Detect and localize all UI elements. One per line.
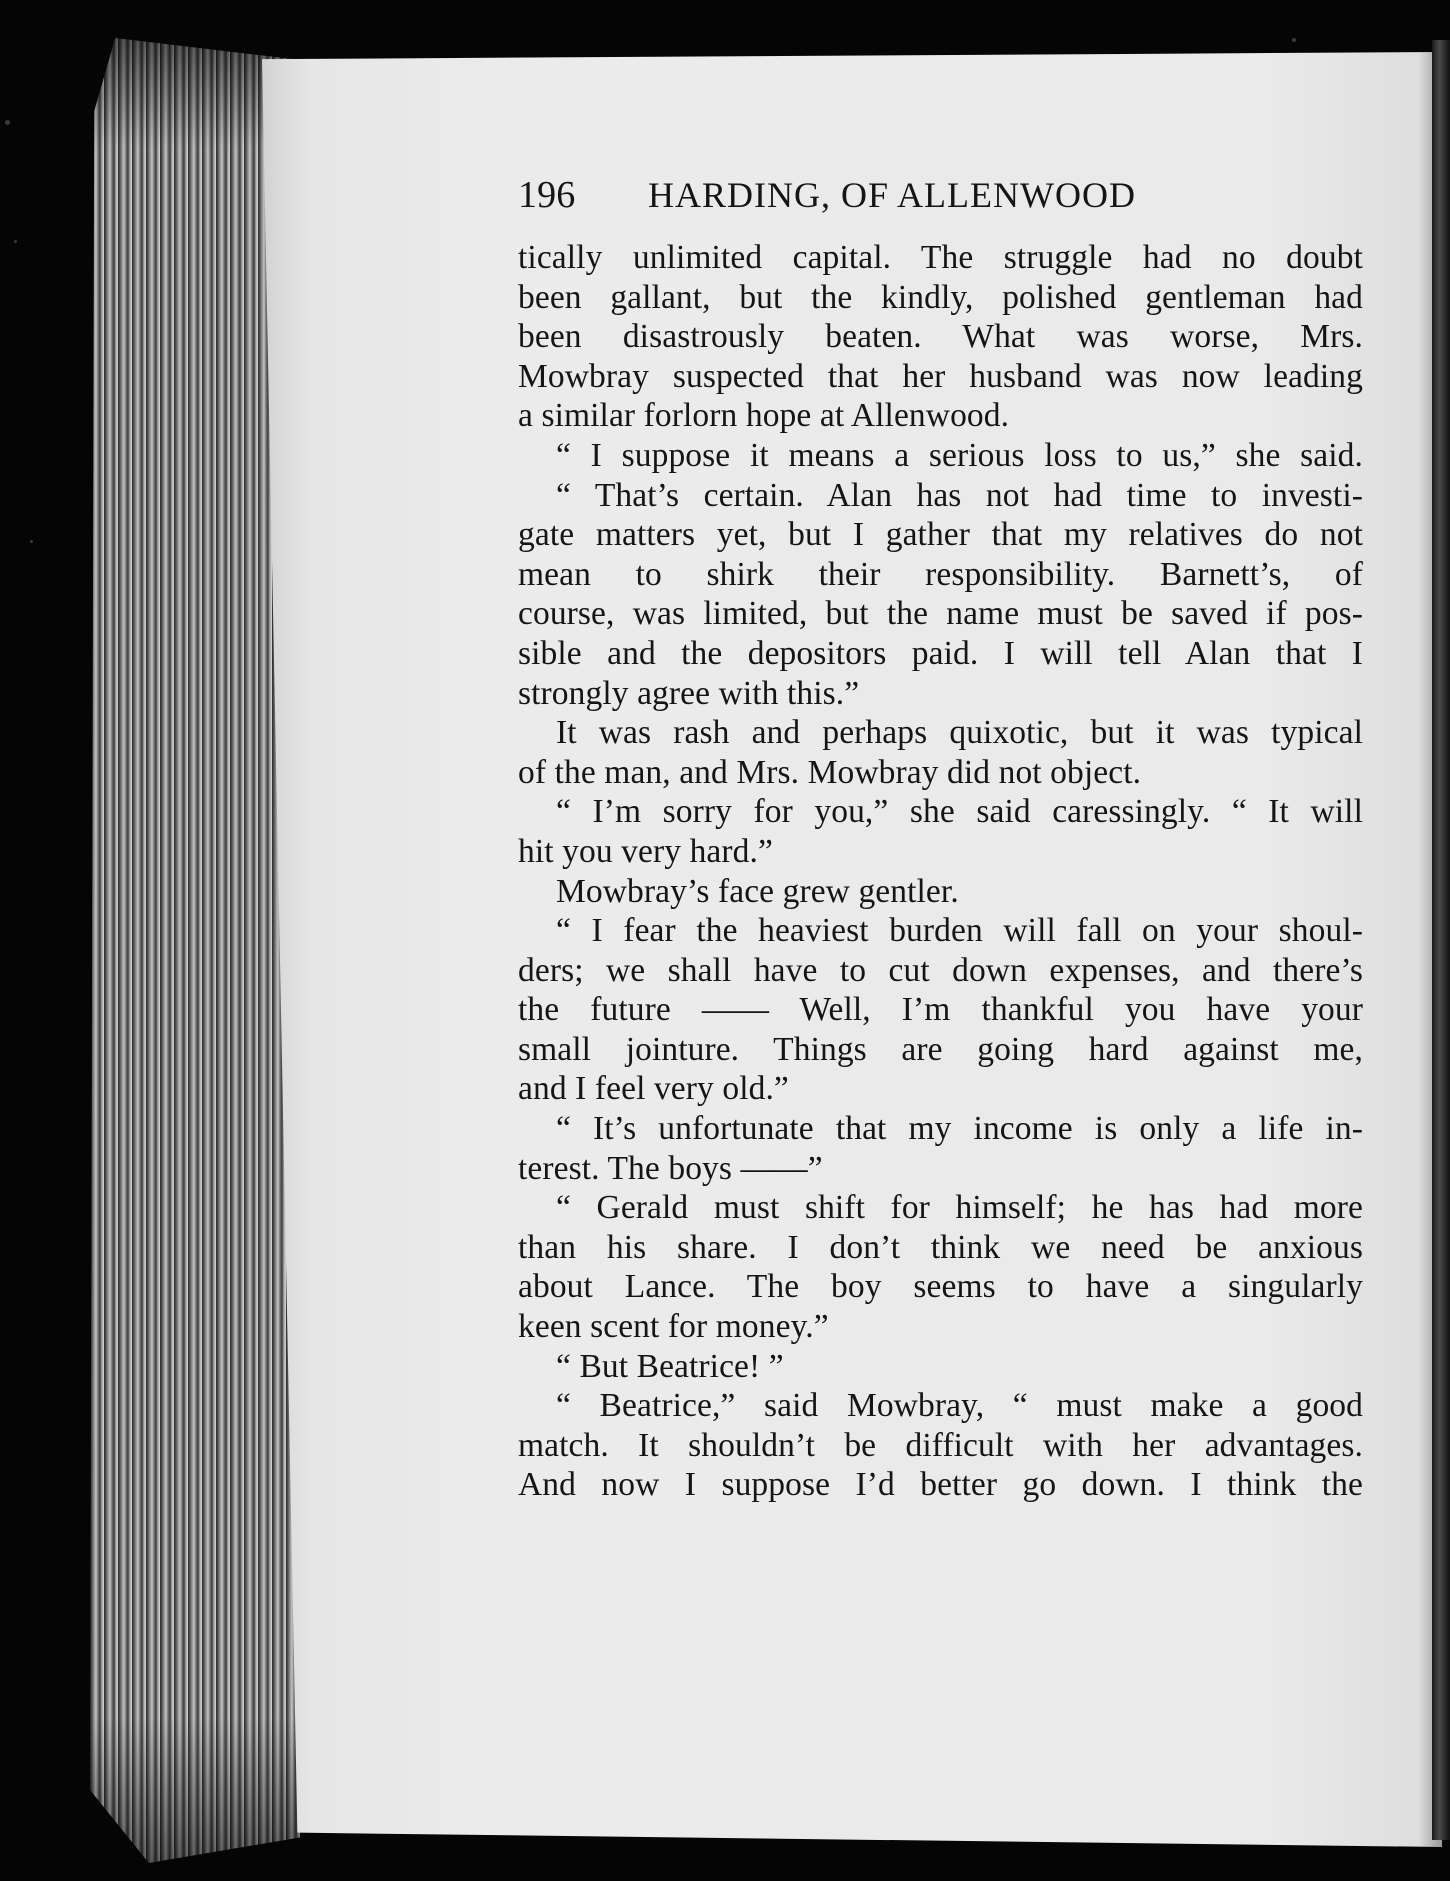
book-title-header: HARDING, OF ALLENWOOD — [648, 175, 1136, 215]
text-line: It was rash and perhaps quixotic, but it was typical — [556, 714, 1363, 752]
text-line: than his share. I don’t think we need be anxious — [518, 1228, 1363, 1266]
text-line: “ But Beatrice! ” — [556, 1347, 784, 1385]
text-line: been gallant, but the kindly, polished gentleman had — [518, 278, 1363, 316]
text-line: match. It shouldn’t be difficult with her advantages. — [518, 1426, 1363, 1464]
text-line: sible and the depositors paid. I will tell Alan that I — [518, 634, 1363, 672]
scan-speck — [14, 240, 17, 243]
text-line: “ Gerald must shift for himself; he has had more — [556, 1189, 1363, 1227]
scan-speck — [30, 540, 33, 543]
text-line: been disastrously beaten. What was worse, Mrs. — [518, 318, 1363, 356]
text-line: “ I fear the heaviest burden will fall on your shoul- — [556, 912, 1363, 950]
text-line: “ It’s unfortunate that my income is only a life in- — [556, 1110, 1363, 1148]
text-line: keen scent for money.” — [518, 1308, 829, 1346]
body-text — [518, 238, 1363, 1505]
text-line: strongly agree with this.” — [518, 674, 860, 712]
book-binding-edge — [1432, 40, 1450, 1840]
text-line: small jointure. Things are going hard against me, — [518, 1030, 1363, 1068]
text-line: terest. The boys ——” — [518, 1149, 823, 1187]
text-line: gate matters yet, but I gather that my relatives do not — [518, 516, 1363, 554]
scan-speck — [1292, 38, 1296, 42]
page-content — [518, 176, 1363, 1505]
text-line: ders; we shall have to cut down expenses, and there’s — [518, 951, 1363, 989]
text-line: Mowbray suspected that her husband was now leading — [518, 357, 1363, 395]
scan-speck — [5, 120, 10, 125]
text-line: of the man, and Mrs. Mowbray did not object. — [518, 753, 1142, 791]
text-line: the future —— Well, I’m thankful you have your — [518, 991, 1363, 1029]
text-line: mean to shirk their responsibility. Barnett’s, of — [518, 555, 1363, 593]
running-head — [518, 176, 1363, 218]
text-line: course, was limited, but the name must be saved if pos- — [518, 595, 1363, 633]
text-line: “ I suppose it means a serious loss to us,” she said. — [556, 436, 1363, 474]
page-number: 196 — [518, 174, 576, 216]
text-line: “ I’m sorry for you,” she said caressingly. “ It will — [556, 793, 1363, 831]
text-line: tically unlimited capital. The struggle had no doubt — [518, 239, 1363, 276]
text-line: “ Beatrice,” said Mowbray, “ must make a good — [556, 1387, 1363, 1425]
text-line: about Lance. The boy seems to have a singularly — [518, 1268, 1363, 1306]
text-line: and I feel very old.” — [518, 1070, 789, 1108]
text-line: a similar forlorn hope at Allenwood. — [518, 397, 1010, 435]
text-line: And now I suppose I’d better go down. I think the — [518, 1466, 1363, 1504]
text-line: “ That’s certain. Alan has not had time to investi- — [556, 476, 1363, 514]
text-line: hit you very hard.” — [518, 832, 773, 870]
text-line: Mowbray’s face grew gentler. — [556, 872, 959, 910]
